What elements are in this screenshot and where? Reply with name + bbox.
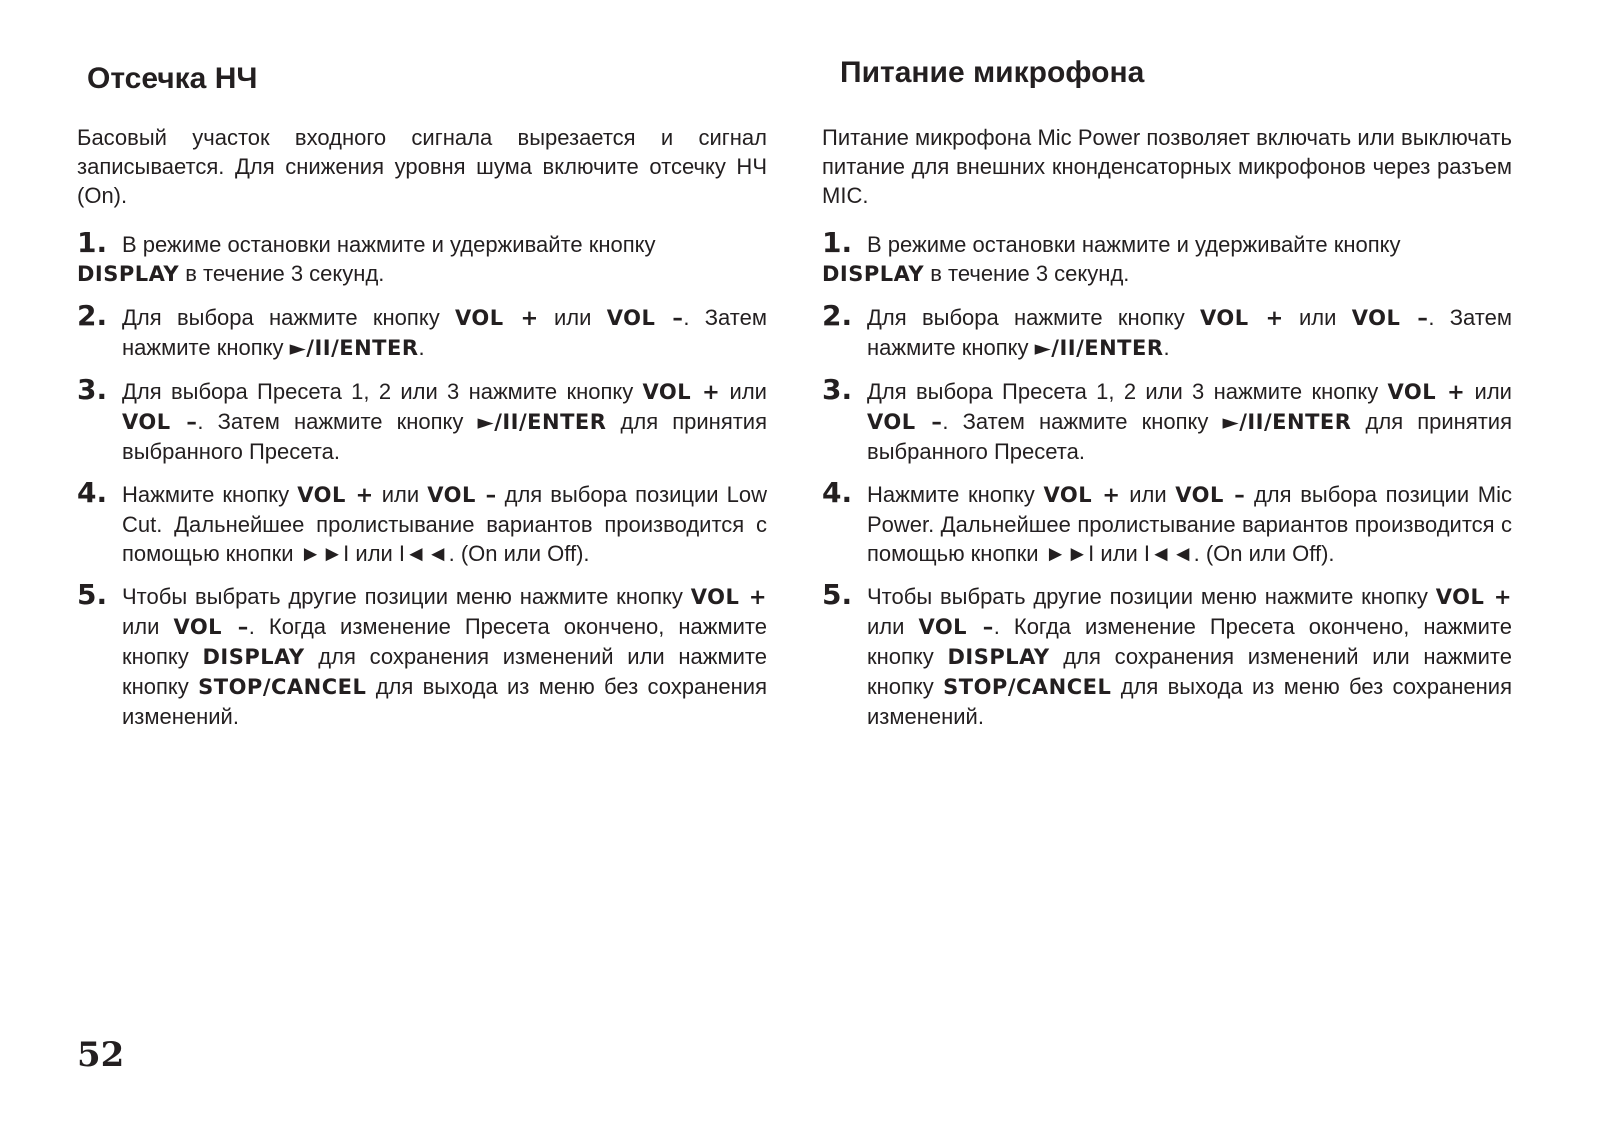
key-label: VOL + <box>1387 380 1466 404</box>
key-label: VOL + <box>642 380 721 404</box>
step-4 <box>822 476 1512 568</box>
step-5 <box>77 578 767 731</box>
key-label: VOL – <box>606 306 684 330</box>
step-text: Для выбора нажмите кнопку VOL + или VOL –. Затем нажмите кнопку ►/II/ENTER. <box>122 305 767 360</box>
step-number: 4. <box>822 476 853 509</box>
key-label: DISPLAY <box>822 262 925 286</box>
step-number: 2. <box>77 299 108 332</box>
key-label: ►/II/ENTER <box>1222 410 1352 434</box>
step-number: 1. <box>77 226 108 259</box>
step-2 <box>77 299 767 363</box>
key-label: DISPLAY <box>947 645 1050 669</box>
key-label: VOL – <box>867 410 943 434</box>
step-text: В режиме остановки нажмите и удерживайте кнопку DISPLAY в течение 3 секунд. <box>77 232 656 286</box>
key-label: VOL + <box>455 306 539 330</box>
steps-list <box>77 226 768 745</box>
key-label: VOL – <box>122 410 198 434</box>
step-text: Нажмите кнопку VOL + или VOL – для выбора позиции Mic Power. Дальнейшее пролистывание вариантов производится с помощью кнопки ►►I или I◄◄. (On или Off). <box>867 482 1512 566</box>
step-number: 5. <box>77 578 108 611</box>
key-label: VOL + <box>297 483 374 507</box>
step-4 <box>77 476 767 568</box>
step-number: 2. <box>822 299 853 332</box>
key-label: VOL + <box>1200 306 1284 330</box>
step-3 <box>822 373 1513 466</box>
step-number: 4. <box>77 476 108 509</box>
step-number: 5. <box>822 578 853 611</box>
step-number: 1. <box>822 226 853 259</box>
key-label: VOL + <box>1043 483 1121 507</box>
section-intro: Питание микрофона Mic Power позволяет включать или выключать питание для внешних кнонденсаторных микрофонов через разъем MIC. <box>822 125 1512 208</box>
step-text: Для выбора нажмите кнопку VOL + или VOL –. Затем нажмите кнопку ►/II/ENTER. <box>867 305 1512 360</box>
page-number: 52 <box>77 1035 125 1075</box>
key-label: ►/II/ENTER <box>289 336 419 360</box>
key-label: VOL – <box>427 483 497 507</box>
step-text: Чтобы выбрать другие позиции меню нажмите кнопку VOL + или VOL –. Когда изменение Пресета окончено, нажмите кнопку DISPLAY для сохранения изменений или нажмите кнопку STOP/CANCEL для выхода из меню без сохранения изменений. <box>867 584 1512 729</box>
section-title: Питание микрофона <box>840 56 1145 89</box>
step-text: Чтобы выбрать другие позиции меню нажмите кнопку VOL + или VOL –. Когда изменение Пресета окончено, нажмите кнопку DISPLAY для сохранения изменений или нажмите кнопку STOP/CANCEL для выхода из меню без сохранения изменений. <box>122 584 767 729</box>
step-text: В режиме остановки нажмите и удерживайте кнопку DISPLAY в течение 3 секунд. <box>822 232 1401 286</box>
key-label: VOL + <box>690 585 767 609</box>
key-label: DISPLAY <box>77 262 180 286</box>
steps-list <box>822 226 1513 745</box>
step-text: Нажмите кнопку VOL + или VOL – для выбора позиции Low Cut. Дальнейшее пролистывание вариантов производится с помощью кнопки ►►I или I◄◄. (On или Off). <box>122 482 767 566</box>
key-label: ►/II/ENTER <box>1034 336 1164 360</box>
section-intro: Басовый участок входного сигнала вырезается и сигнал записывается. Для снижения уровня шума включите отсечку НЧ (On). <box>77 125 767 208</box>
step-1 <box>77 226 767 289</box>
key-label: VOL – <box>1175 483 1246 507</box>
step-1 <box>822 226 1512 289</box>
key-label: VOL – <box>918 615 994 639</box>
step-number: 3. <box>77 373 108 406</box>
step-3 <box>77 373 768 466</box>
key-label: VOL – <box>173 615 249 639</box>
step-text: Для выбора Пресета 1, 2 или 3 нажмите кнопку VOL + или VOL –. Затем нажмите кнопку ►/II/ENTER для принятия выбранного Пресета. <box>122 379 768 464</box>
key-label: VOL + <box>1435 585 1512 609</box>
key-label: VOL – <box>1351 306 1429 330</box>
step-2 <box>822 299 1512 363</box>
step-5 <box>822 578 1512 731</box>
step-number: 3. <box>822 373 853 406</box>
key-label: STOP/CANCEL <box>198 675 367 699</box>
step-text: Для выбора Пресета 1, 2 или 3 нажмите кнопку VOL + или VOL –. Затем нажмите кнопку ►/II/ENTER для принятия выбранного Пресета. <box>867 379 1513 464</box>
key-label: ►/II/ENTER <box>477 410 607 434</box>
key-label: DISPLAY <box>202 645 305 669</box>
key-label: STOP/CANCEL <box>943 675 1112 699</box>
section-title: Отсечка НЧ <box>87 62 258 95</box>
